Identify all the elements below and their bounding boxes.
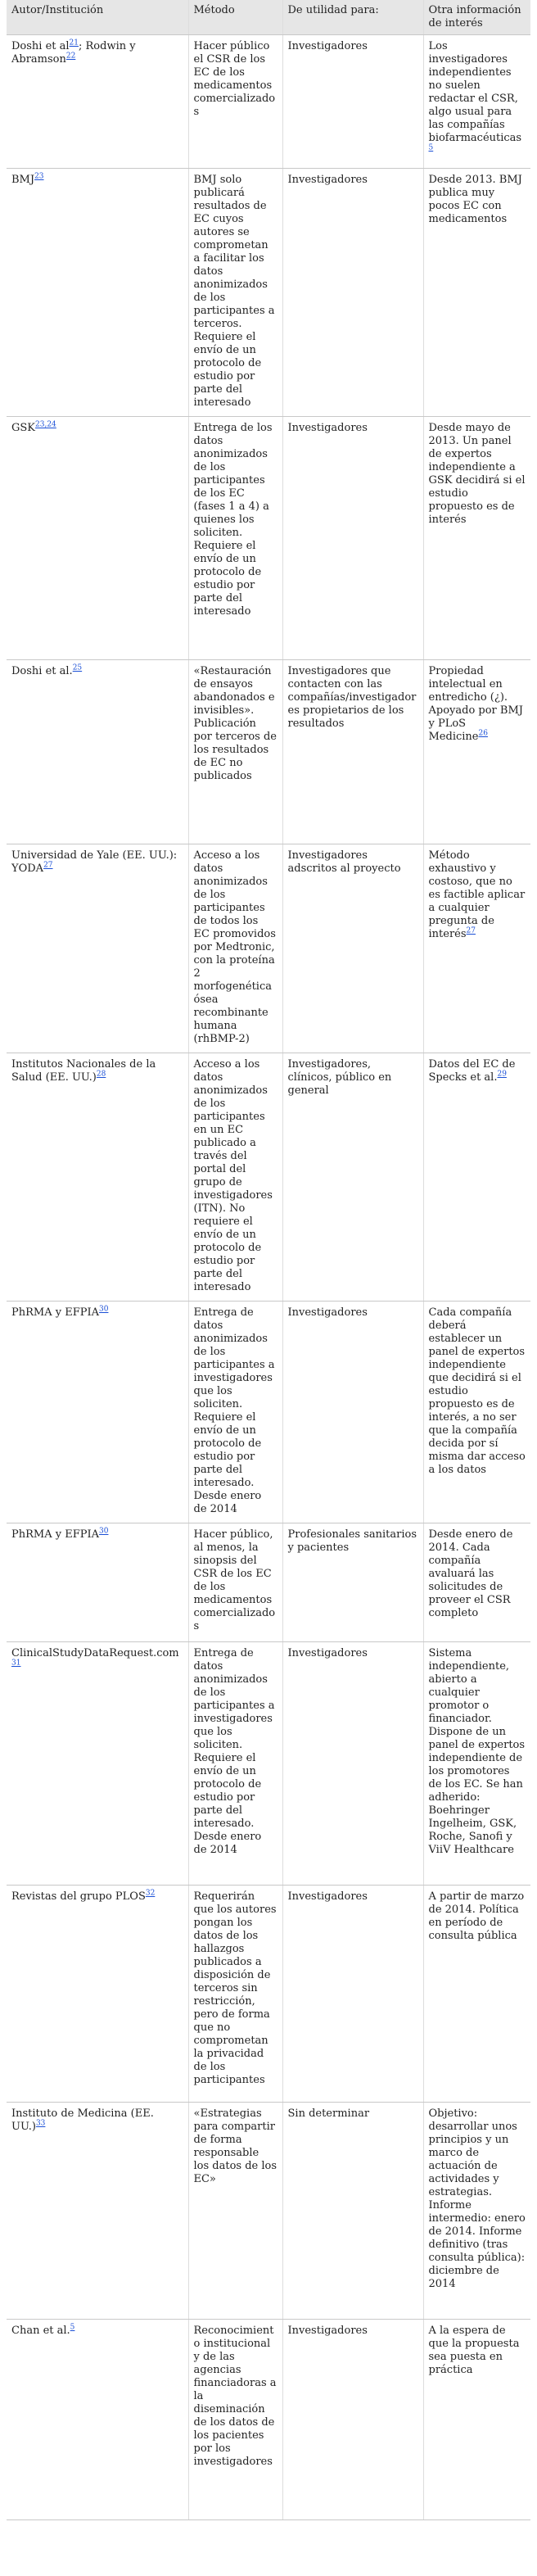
useful-for-cell: Investigadores	[282, 1302, 423, 1523]
other-info-cell: Método exhaustivo y costoso, que no es factible aplicar a cualquier pregunta de interés$^{27}$	[423, 844, 530, 1053]
table-row	[7, 1523, 530, 1642]
author-cell: Universidad de Yale (EE. UU.): YODA$^{27}$	[7, 844, 188, 1053]
reference-link[interactable]: 31	[11, 1659, 21, 1668]
useful-for-cell: Investigadores que contacten con las compañías/investigadores propietarios de los resultados	[282, 660, 423, 844]
table-header-row	[7, 0, 530, 35]
table-row	[7, 1053, 530, 1302]
other-info-cell: Desde enero de 2014. Cada compañía avaluará las solicitudes de proveer el CSR completo	[423, 1523, 530, 1642]
table-row	[7, 1642, 530, 1886]
author-cell: PhRMA y EFPIA$^{30}$	[7, 1523, 188, 1642]
header-method: Método	[188, 0, 282, 35]
useful-for-cell: Investigadores	[282, 1642, 423, 1886]
table-row	[7, 169, 530, 417]
reference-link[interactable]: 28	[96, 1070, 106, 1079]
method-cell: «Restauración de ensayos abandonados e invisibles». Publicación por terceros de los resultados de EC no publicados	[188, 660, 282, 844]
reference-link[interactable]: 32	[145, 1889, 156, 1898]
reference-link[interactable]: 5	[428, 143, 434, 152]
other-info-cell: A la espera de que la propuesta sea puesta en práctica	[423, 2320, 530, 2520]
author-cell: BMJ$^{23}$	[7, 169, 188, 417]
author-cell: Revistas del grupo PLOS$^{32}$	[7, 1886, 188, 2103]
author-cell: Doshi et al$^{21}$; Rodwin y Abramson$^{22}$	[7, 35, 188, 169]
data-sharing-table	[7, 0, 530, 2520]
method-cell: Acceso a los datos anonimizados de los participantes en un EC publicado a través del portal del grupo de investigadores (ITN). No requiere el envío de un protocolo de estudio por parte del interesado	[188, 1053, 282, 1302]
other-info-cell: Propiedad intelectual en entredicho (¿). Apoyado por BMJ y PLoS Medicine$^{26}$	[423, 660, 530, 844]
table-row	[7, 844, 530, 1053]
other-info-cell: Sistema independiente, abierto a cualquier promotor o financiador. Dispone de un panel de expertos independiente de los promotores de los EC. Se han adherido: Boehringer Ingelheim, GSK, Roche, Sanofi y ViiV Healthcare	[423, 1642, 530, 1886]
method-cell: Hacer público, al menos, la sinopsis del CSR de los EC de los medicamentos comercializados	[188, 1523, 282, 1642]
table-row	[7, 417, 530, 660]
author-cell: Institutos Nacionales de la Salud (EE. UU.)$^{28}$	[7, 1053, 188, 1302]
reference-link[interactable]: 30	[99, 1305, 109, 1314]
method-cell: Requerirán que los autores pongan los datos de los hallazgos publicados a disposición de terceros sin restricción, pero de forma que no comprometan la privacidad de los participantes	[188, 1886, 282, 2103]
header-useful-for: De utilidad para:	[282, 0, 423, 35]
reference-link[interactable]: 26	[478, 729, 488, 738]
method-cell: Reconocimiento institucional y de las agencias financiadoras a la diseminación de los datos de los pacientes por los investigadores	[188, 2320, 282, 2520]
other-info-cell: A partir de marzo de 2014. Política en período de consulta pública	[423, 1886, 530, 2103]
other-info-cell: Desde 2013. BMJ publica muy pocos EC con medicamentos	[423, 169, 530, 417]
reference-link[interactable]: 23,24	[35, 420, 56, 429]
table-row	[7, 2103, 530, 2320]
useful-for-cell: Investigadores	[282, 35, 423, 169]
reference-link[interactable]: 30	[99, 1527, 109, 1536]
reference-link[interactable]: 22	[65, 52, 76, 61]
table-row	[7, 1302, 530, 1523]
author-cell: Doshi et al.$^{25}$	[7, 660, 188, 844]
method-cell: «Estrategias para compartir de forma responsable los datos de los EC»	[188, 2103, 282, 2320]
other-info-cell: Los investigadores independientes no suelen redactar el CSR, algo usual para las compañías biofarmacéuticas$^5$	[423, 35, 530, 169]
author-cell: ClinicalStudyDataRequest.com$^{31}$	[7, 1642, 188, 1886]
method-cell: Entrega de datos anonimizados de los participantes a investigadores que los soliciten. Requiere el envío de un protocolo de estudio por parte del interesado. Desde enero de 2014	[188, 1642, 282, 1886]
method-cell: Entrega de datos anonimizados de los participantes a investigadores que los soliciten. Requiere el envío de un protocolo de estudio por parte del interesado. Desde enero de 2014	[188, 1302, 282, 1523]
reference-link[interactable]: 33	[35, 2119, 46, 2128]
method-cell: Hacer público el CSR de los EC de los medicamentos comercializados	[188, 35, 282, 169]
author-cell: PhRMA y EFPIA$^{30}$	[7, 1302, 188, 1523]
method-cell: BMJ solo publicará resultados de EC cuyos autores se comprometan a facilitar los datos anonimizados de los participantes a terceros. Requiere el envío de un protocolo de estudio por parte del interesado	[188, 169, 282, 417]
author-cell: GSK$^{23,24}$	[7, 417, 188, 660]
reference-link[interactable]: 21	[69, 38, 79, 48]
author-cell: Chan et al.$^5$	[7, 2320, 188, 2520]
useful-for-cell: Investigadores	[282, 1886, 423, 2103]
useful-for-cell: Profesionales sanitarios y pacientes	[282, 1523, 423, 1642]
method-cell: Entrega de los datos anonimizados de los participantes de los EC (fases 1 a 4) a quienes los soliciten. Requiere el envío de un protocolo de estudio por parte del interesado	[188, 417, 282, 660]
other-info-cell: Objetivo: desarrollar unos principios y un marco de actuación de actividades y estrategias. Informe intermedio: enero de 2014. Informe definitivo (tras consulta pública): diciembre de 2014	[423, 2103, 530, 2320]
table-row	[7, 35, 530, 169]
header-author: Autor/Institución	[7, 0, 188, 35]
table-row	[7, 2320, 530, 2520]
reference-link[interactable]: 5	[70, 2323, 75, 2332]
other-info-cell: Cada compañía deberá establecer un panel de expertos independiente que decidirá si el estudio propuesto es de interés, a no ser que la compañía decida por sí misma dar acceso a los datos	[423, 1302, 530, 1523]
reference-link[interactable]: 25	[72, 663, 83, 672]
author-cell: Instituto de Medicina (EE. UU.)$^{33}$	[7, 2103, 188, 2320]
method-cell: Acceso a los datos anonimizados de los participantes de todos los EC promovidos por Medtronic, con la proteína 2 morfogenética ósea recombinante humana (rhBMP-2)	[188, 844, 282, 1053]
reference-link[interactable]: 23	[34, 172, 44, 181]
useful-for-cell: Investigadores	[282, 169, 423, 417]
other-info-cell: Desde mayo de 2013. Un panel de expertos independiente a GSK decidirá si el estudio propuesto es de interés	[423, 417, 530, 660]
reference-link[interactable]: 27	[43, 861, 53, 870]
table-row	[7, 660, 530, 844]
table-row	[7, 1886, 530, 2103]
other-info-cell: Datos del EC de Specks et al.$^{29}$	[423, 1053, 530, 1302]
useful-for-cell: Investigadores adscritos al proyecto	[282, 844, 423, 1053]
useful-for-cell: Sin determinar	[282, 2103, 423, 2320]
useful-for-cell: Investigadores	[282, 2320, 423, 2520]
reference-link[interactable]: 27	[466, 926, 476, 935]
header-other-info: Otra información de interés	[423, 0, 530, 35]
useful-for-cell: Investigadores	[282, 417, 423, 660]
reference-link[interactable]: 29	[497, 1070, 507, 1079]
useful-for-cell: Investigadores, clínicos, público en general	[282, 1053, 423, 1302]
